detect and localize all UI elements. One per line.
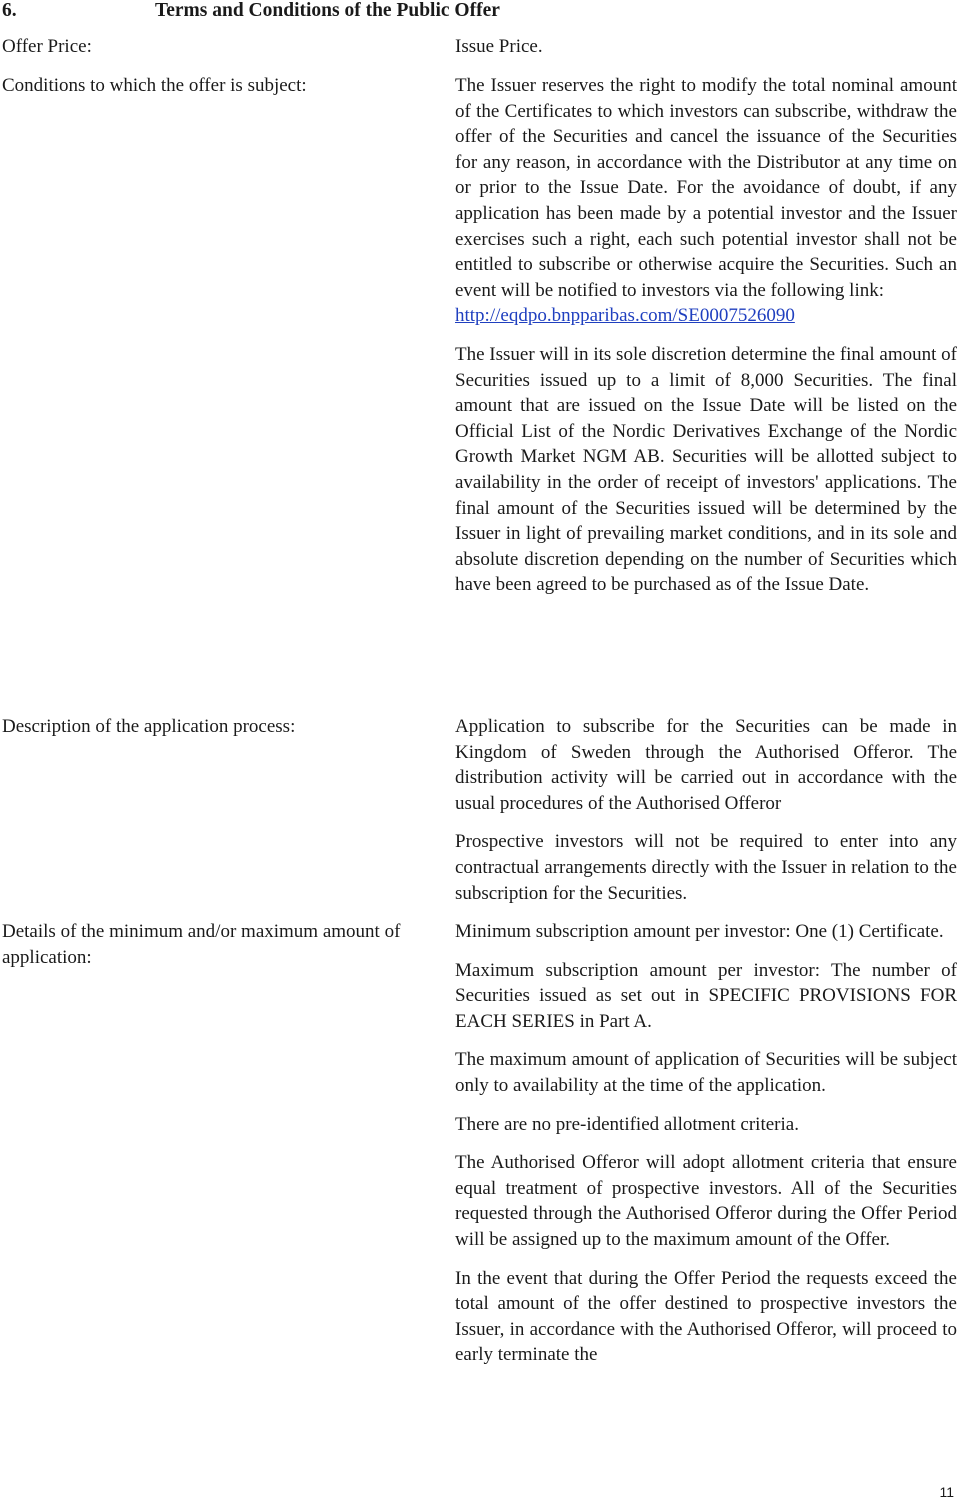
conditions-text: The Issuer reserves the right to modify the total nominal amount of the Certificates to which investors can subscribe, withdraw the offer of the Securities and cancel the issuance of the Securities for any reason, in accordance with the Distributor at any time on or prior to the Issue Date. For the avoidance of doubt, if any application has been made by a potential investor and the Issuer exercises such a right, each such potential investor shall not be entitled to subscribe or otherwise acquire the Securities. Such an event will be notified to investors via the following link:: [455, 75, 957, 301]
min-max-content: [455, 919, 957, 1368]
notification-link[interactable]: http://eqdpo.bnpparibas.com/SE0007526090: [455, 305, 795, 327]
early-termination-paragraph: In the event that during the Offer Period the requests exceed the total amount of the offer destined to prospective investors the Issuer, in accordance with the Authorised Offeror, will proceed to early terminate the: [455, 1267, 957, 1366]
offer-price-row: [0, 34, 960, 60]
max-application-paragraph: The maximum amount of application of Securities will be subject only to availability at the time of the application.: [455, 1049, 957, 1096]
equal-treatment-paragraph: The Authorised Offeror will adopt allotment criteria that ensure equal treatment of prospective investors. All of the Securities requested through the Authorised Offeror during the Offer Period will be assigned up to the maximum amount of the Offer.: [455, 1152, 957, 1250]
allotment-criteria-paragraph: There are no pre-identified allotment criteria.: [455, 1113, 799, 1135]
application-process-content: [455, 714, 957, 906]
conditions-paragraph: [455, 73, 957, 329]
maximum-subscription-paragraph: Maximum subscription amount per investor: The number of Securities issued as set out in SPECIFIC PROVISIONS FOR EACH SERIES in Part A.: [455, 959, 957, 1032]
page-number: 11: [939, 1484, 954, 1500]
section-number: 6.: [2, 0, 17, 21]
conditions-row: [0, 73, 960, 598]
application-process-label: Description of the application process:: [2, 716, 296, 737]
conditions-label: Conditions to which the offer is subject:: [2, 75, 307, 96]
minimum-subscription-paragraph: Minimum subscription amount per investor: One (1) Certificate.: [455, 921, 944, 942]
section-title: Terms and Conditions of the Public Offer: [155, 0, 500, 21]
conditions-content: [455, 73, 957, 598]
section-heading: [0, 0, 500, 24]
min-max-row: [0, 919, 960, 1368]
prospective-investors-paragraph: Prospective investors will not be required to enter into any contractual arrangements directly with the Issuer in relation to the subscription for the Securities.: [455, 831, 957, 904]
final-amount-paragraph: The Issuer will in its sole discretion determine the final amount of Securities issued up to a limit of 8,000 Securities. The final amount that are issued on the Issue Date will be listed on the Official List of the Nordic Derivatives Exchange of the Nordic Growth Market NGM AB. Securities will be allotted subject to availability in the order of receipt of investors' applications. The final amount of the Securities issued will be determined by the Issuer in light of prevailing market conditions, and in its sole and absolute discretion depending on the number of Securities which have been agreed to be purchased as of the Issue Date.: [455, 343, 957, 596]
offer-price-value: Issue Price.: [455, 36, 543, 57]
application-process-row: [0, 714, 960, 906]
min-max-label: Details of the minimum and/or maximum amount of application:: [2, 921, 401, 968]
offer-price-label: Offer Price:: [2, 36, 92, 57]
application-paragraph: Application to subscribe for the Securities can be made in Kingdom of Sweden through the Authorised Offeror. The distribution activity will be carried out in accordance with the usual procedures of the Authorised Offeror: [455, 716, 957, 814]
